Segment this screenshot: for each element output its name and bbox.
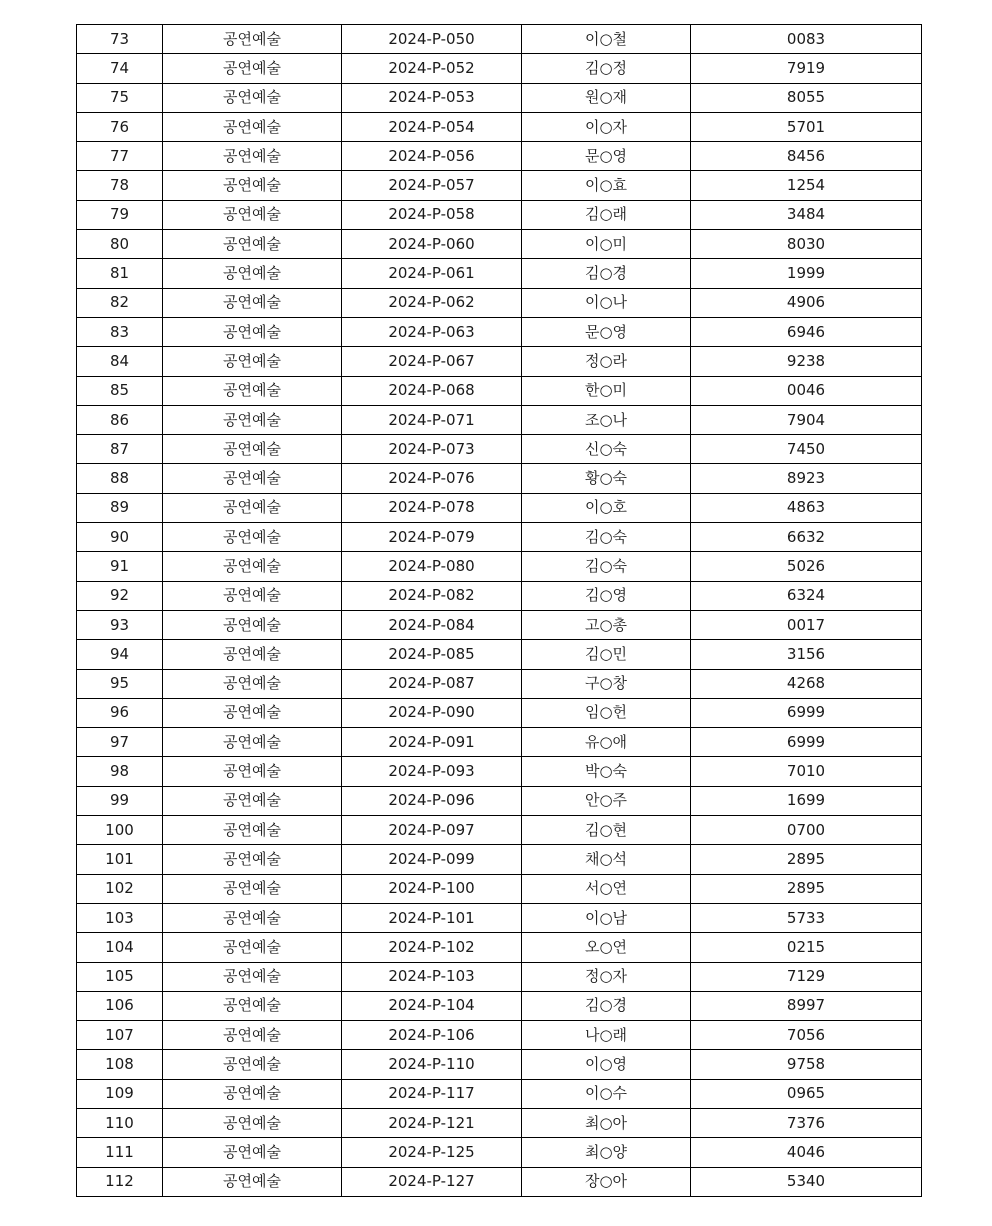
number-cell: 1699 — [691, 786, 922, 815]
row-number-cell: 91 — [77, 552, 163, 581]
name-cell: 조○나 — [522, 405, 691, 434]
table-row — [77, 493, 922, 522]
code-cell: 2024-P-063 — [342, 317, 522, 346]
field-cell: 공연예술 — [163, 845, 342, 874]
table-row — [77, 903, 922, 932]
number-cell: 7056 — [691, 1021, 922, 1050]
number-cell: 3156 — [691, 640, 922, 669]
field-cell: 공연예술 — [163, 347, 342, 376]
name-cell: 이○남 — [522, 903, 691, 932]
code-cell: 2024-P-054 — [342, 112, 522, 141]
code-cell: 2024-P-091 — [342, 728, 522, 757]
field-cell: 공연예술 — [163, 405, 342, 434]
field-cell: 공연예술 — [163, 1050, 342, 1079]
row-number-cell: 101 — [77, 845, 163, 874]
code-cell: 2024-P-101 — [342, 903, 522, 932]
field-cell: 공연예술 — [163, 786, 342, 815]
number-cell: 0965 — [691, 1079, 922, 1108]
name-cell: 이○영 — [522, 1050, 691, 1079]
name-cell: 유○애 — [522, 728, 691, 757]
number-cell: 5340 — [691, 1167, 922, 1196]
name-cell: 김○숙 — [522, 552, 691, 581]
number-cell: 7904 — [691, 405, 922, 434]
table-row — [77, 259, 922, 288]
table-row — [77, 142, 922, 171]
code-cell: 2024-P-110 — [342, 1050, 522, 1079]
table-row — [77, 581, 922, 610]
table-row — [77, 171, 922, 200]
code-cell: 2024-P-100 — [342, 874, 522, 903]
code-cell: 2024-P-104 — [342, 991, 522, 1020]
code-cell: 2024-P-084 — [342, 610, 522, 639]
field-cell: 공연예술 — [163, 54, 342, 83]
name-cell: 정○라 — [522, 347, 691, 376]
row-number-cell: 104 — [77, 933, 163, 962]
number-cell: 2895 — [691, 845, 922, 874]
row-number-cell: 73 — [77, 25, 163, 54]
name-cell: 최○양 — [522, 1138, 691, 1167]
row-number-cell: 77 — [77, 142, 163, 171]
number-cell: 7010 — [691, 757, 922, 786]
name-cell: 구○창 — [522, 669, 691, 698]
name-cell: 황○숙 — [522, 464, 691, 493]
number-cell: 0046 — [691, 376, 922, 405]
table-row — [77, 230, 922, 259]
code-cell: 2024-P-060 — [342, 230, 522, 259]
name-cell: 박○숙 — [522, 757, 691, 786]
row-number-cell: 88 — [77, 464, 163, 493]
table-row — [77, 757, 922, 786]
code-cell: 2024-P-087 — [342, 669, 522, 698]
number-cell: 6632 — [691, 523, 922, 552]
name-cell: 김○현 — [522, 816, 691, 845]
name-cell: 김○영 — [522, 581, 691, 610]
code-cell: 2024-P-097 — [342, 816, 522, 845]
name-cell: 김○경 — [522, 991, 691, 1020]
code-cell: 2024-P-090 — [342, 698, 522, 727]
code-cell: 2024-P-067 — [342, 347, 522, 376]
table-row — [77, 1167, 922, 1196]
row-number-cell: 90 — [77, 523, 163, 552]
name-cell: 이○나 — [522, 288, 691, 317]
number-cell: 0017 — [691, 610, 922, 639]
table-row — [77, 698, 922, 727]
code-cell: 2024-P-057 — [342, 171, 522, 200]
table-row — [77, 347, 922, 376]
code-cell: 2024-P-082 — [342, 581, 522, 610]
name-cell: 김○래 — [522, 200, 691, 229]
field-cell: 공연예술 — [163, 757, 342, 786]
table-row — [77, 405, 922, 434]
field-cell: 공연예술 — [163, 669, 342, 698]
row-number-cell: 100 — [77, 816, 163, 845]
field-cell: 공연예술 — [163, 317, 342, 346]
number-cell: 8030 — [691, 230, 922, 259]
row-number-cell: 97 — [77, 728, 163, 757]
table-row — [77, 991, 922, 1020]
table-row — [77, 112, 922, 141]
table-row — [77, 464, 922, 493]
row-number-cell: 106 — [77, 991, 163, 1020]
table-row — [77, 54, 922, 83]
name-cell: 김○민 — [522, 640, 691, 669]
row-number-cell: 85 — [77, 376, 163, 405]
number-cell: 4863 — [691, 493, 922, 522]
code-cell: 2024-P-050 — [342, 25, 522, 54]
code-cell: 2024-P-053 — [342, 83, 522, 112]
name-cell: 김○숙 — [522, 523, 691, 552]
row-number-cell: 95 — [77, 669, 163, 698]
number-cell: 6324 — [691, 581, 922, 610]
name-cell: 고○총 — [522, 610, 691, 639]
row-number-cell: 108 — [77, 1050, 163, 1079]
number-cell: 2895 — [691, 874, 922, 903]
field-cell: 공연예술 — [163, 1021, 342, 1050]
code-cell: 2024-P-080 — [342, 552, 522, 581]
roster-table — [76, 24, 922, 1197]
table-row — [77, 874, 922, 903]
number-cell: 1254 — [691, 171, 922, 200]
number-cell: 6999 — [691, 728, 922, 757]
row-number-cell: 94 — [77, 640, 163, 669]
name-cell: 이○미 — [522, 230, 691, 259]
field-cell: 공연예술 — [163, 112, 342, 141]
table-row — [77, 552, 922, 581]
field-cell: 공연예술 — [163, 493, 342, 522]
code-cell: 2024-P-099 — [342, 845, 522, 874]
field-cell: 공연예술 — [163, 142, 342, 171]
name-cell: 최○아 — [522, 1108, 691, 1137]
row-number-cell: 96 — [77, 698, 163, 727]
row-number-cell: 80 — [77, 230, 163, 259]
row-number-cell: 98 — [77, 757, 163, 786]
field-cell: 공연예술 — [163, 816, 342, 845]
field-cell: 공연예술 — [163, 698, 342, 727]
table-row — [77, 523, 922, 552]
field-cell: 공연예술 — [163, 903, 342, 932]
number-cell: 4268 — [691, 669, 922, 698]
field-cell: 공연예술 — [163, 523, 342, 552]
number-cell: 8456 — [691, 142, 922, 171]
field-cell: 공연예술 — [163, 288, 342, 317]
number-cell: 9238 — [691, 347, 922, 376]
name-cell: 원○재 — [522, 83, 691, 112]
table-row — [77, 816, 922, 845]
field-cell: 공연예술 — [163, 728, 342, 757]
number-cell: 5026 — [691, 552, 922, 581]
field-cell: 공연예술 — [163, 640, 342, 669]
row-number-cell: 75 — [77, 83, 163, 112]
number-cell: 6946 — [691, 317, 922, 346]
row-number-cell: 76 — [77, 112, 163, 141]
code-cell: 2024-P-125 — [342, 1138, 522, 1167]
name-cell: 임○헌 — [522, 698, 691, 727]
name-cell: 이○자 — [522, 112, 691, 141]
name-cell: 안○주 — [522, 786, 691, 815]
code-cell: 2024-P-076 — [342, 464, 522, 493]
table-row — [77, 962, 922, 991]
row-number-cell: 79 — [77, 200, 163, 229]
row-number-cell: 92 — [77, 581, 163, 610]
number-cell: 8055 — [691, 83, 922, 112]
code-cell: 2024-P-079 — [342, 523, 522, 552]
name-cell: 이○철 — [522, 25, 691, 54]
field-cell: 공연예술 — [163, 552, 342, 581]
row-number-cell: 78 — [77, 171, 163, 200]
row-number-cell: 93 — [77, 610, 163, 639]
name-cell: 채○석 — [522, 845, 691, 874]
number-cell: 7919 — [691, 54, 922, 83]
row-number-cell: 83 — [77, 317, 163, 346]
code-cell: 2024-P-061 — [342, 259, 522, 288]
row-number-cell: 103 — [77, 903, 163, 932]
field-cell: 공연예술 — [163, 1079, 342, 1108]
name-cell: 오○연 — [522, 933, 691, 962]
table-row — [77, 317, 922, 346]
table-row — [77, 83, 922, 112]
field-cell: 공연예술 — [163, 435, 342, 464]
table-row — [77, 1108, 922, 1137]
name-cell: 김○정 — [522, 54, 691, 83]
field-cell: 공연예술 — [163, 259, 342, 288]
code-cell: 2024-P-127 — [342, 1167, 522, 1196]
table-row — [77, 640, 922, 669]
code-cell: 2024-P-117 — [342, 1079, 522, 1108]
name-cell: 나○래 — [522, 1021, 691, 1050]
field-cell: 공연예술 — [163, 25, 342, 54]
field-cell: 공연예술 — [163, 83, 342, 112]
number-cell: 5733 — [691, 903, 922, 932]
row-number-cell: 86 — [77, 405, 163, 434]
number-cell: 0700 — [691, 816, 922, 845]
name-cell: 김○경 — [522, 259, 691, 288]
name-cell: 장○아 — [522, 1167, 691, 1196]
number-cell: 8923 — [691, 464, 922, 493]
code-cell: 2024-P-068 — [342, 376, 522, 405]
code-cell: 2024-P-073 — [342, 435, 522, 464]
field-cell: 공연예술 — [163, 230, 342, 259]
field-cell: 공연예술 — [163, 874, 342, 903]
table-row — [77, 25, 922, 54]
code-cell: 2024-P-096 — [342, 786, 522, 815]
name-cell: 신○숙 — [522, 435, 691, 464]
row-number-cell: 110 — [77, 1108, 163, 1137]
code-cell: 2024-P-102 — [342, 933, 522, 962]
number-cell: 3484 — [691, 200, 922, 229]
table-row — [77, 610, 922, 639]
name-cell: 서○연 — [522, 874, 691, 903]
field-cell: 공연예술 — [163, 1167, 342, 1196]
number-cell: 4906 — [691, 288, 922, 317]
name-cell: 이○호 — [522, 493, 691, 522]
row-number-cell: 84 — [77, 347, 163, 376]
row-number-cell: 111 — [77, 1138, 163, 1167]
field-cell: 공연예술 — [163, 1138, 342, 1167]
code-cell: 2024-P-071 — [342, 405, 522, 434]
number-cell: 1999 — [691, 259, 922, 288]
field-cell: 공연예술 — [163, 200, 342, 229]
row-number-cell: 102 — [77, 874, 163, 903]
number-cell: 0215 — [691, 933, 922, 962]
table-row — [77, 933, 922, 962]
name-cell: 문○영 — [522, 142, 691, 171]
table-row — [77, 435, 922, 464]
field-cell: 공연예술 — [163, 991, 342, 1020]
number-cell: 7450 — [691, 435, 922, 464]
table-row — [77, 1079, 922, 1108]
row-number-cell: 99 — [77, 786, 163, 815]
row-number-cell: 87 — [77, 435, 163, 464]
table-row — [77, 1021, 922, 1050]
code-cell: 2024-P-093 — [342, 757, 522, 786]
row-number-cell: 82 — [77, 288, 163, 317]
field-cell: 공연예술 — [163, 1108, 342, 1137]
table-row — [77, 1138, 922, 1167]
number-cell: 7376 — [691, 1108, 922, 1137]
field-cell: 공연예술 — [163, 376, 342, 405]
table-row — [77, 200, 922, 229]
table-row — [77, 669, 922, 698]
row-number-cell: 89 — [77, 493, 163, 522]
number-cell: 0083 — [691, 25, 922, 54]
field-cell: 공연예술 — [163, 464, 342, 493]
field-cell: 공연예술 — [163, 962, 342, 991]
roster-table-body — [77, 25, 922, 1197]
name-cell: 이○효 — [522, 171, 691, 200]
field-cell: 공연예술 — [163, 581, 342, 610]
name-cell: 이○수 — [522, 1079, 691, 1108]
number-cell: 5701 — [691, 112, 922, 141]
table-row — [77, 728, 922, 757]
code-cell: 2024-P-052 — [342, 54, 522, 83]
table-row — [77, 376, 922, 405]
table-row — [77, 1050, 922, 1079]
field-cell: 공연예술 — [163, 610, 342, 639]
name-cell: 문○영 — [522, 317, 691, 346]
code-cell: 2024-P-062 — [342, 288, 522, 317]
code-cell: 2024-P-056 — [342, 142, 522, 171]
code-cell: 2024-P-103 — [342, 962, 522, 991]
field-cell: 공연예술 — [163, 171, 342, 200]
number-cell: 7129 — [691, 962, 922, 991]
number-cell: 4046 — [691, 1138, 922, 1167]
number-cell: 8997 — [691, 991, 922, 1020]
row-number-cell: 107 — [77, 1021, 163, 1050]
document-page — [76, 24, 921, 1197]
table-row — [77, 786, 922, 815]
table-row — [77, 845, 922, 874]
number-cell: 9758 — [691, 1050, 922, 1079]
code-cell: 2024-P-085 — [342, 640, 522, 669]
code-cell: 2024-P-121 — [342, 1108, 522, 1137]
code-cell: 2024-P-058 — [342, 200, 522, 229]
code-cell: 2024-P-078 — [342, 493, 522, 522]
row-number-cell: 109 — [77, 1079, 163, 1108]
row-number-cell: 112 — [77, 1167, 163, 1196]
table-row — [77, 288, 922, 317]
row-number-cell: 74 — [77, 54, 163, 83]
row-number-cell: 81 — [77, 259, 163, 288]
code-cell: 2024-P-106 — [342, 1021, 522, 1050]
row-number-cell: 105 — [77, 962, 163, 991]
name-cell: 한○미 — [522, 376, 691, 405]
field-cell: 공연예술 — [163, 933, 342, 962]
number-cell: 6999 — [691, 698, 922, 727]
name-cell: 정○자 — [522, 962, 691, 991]
